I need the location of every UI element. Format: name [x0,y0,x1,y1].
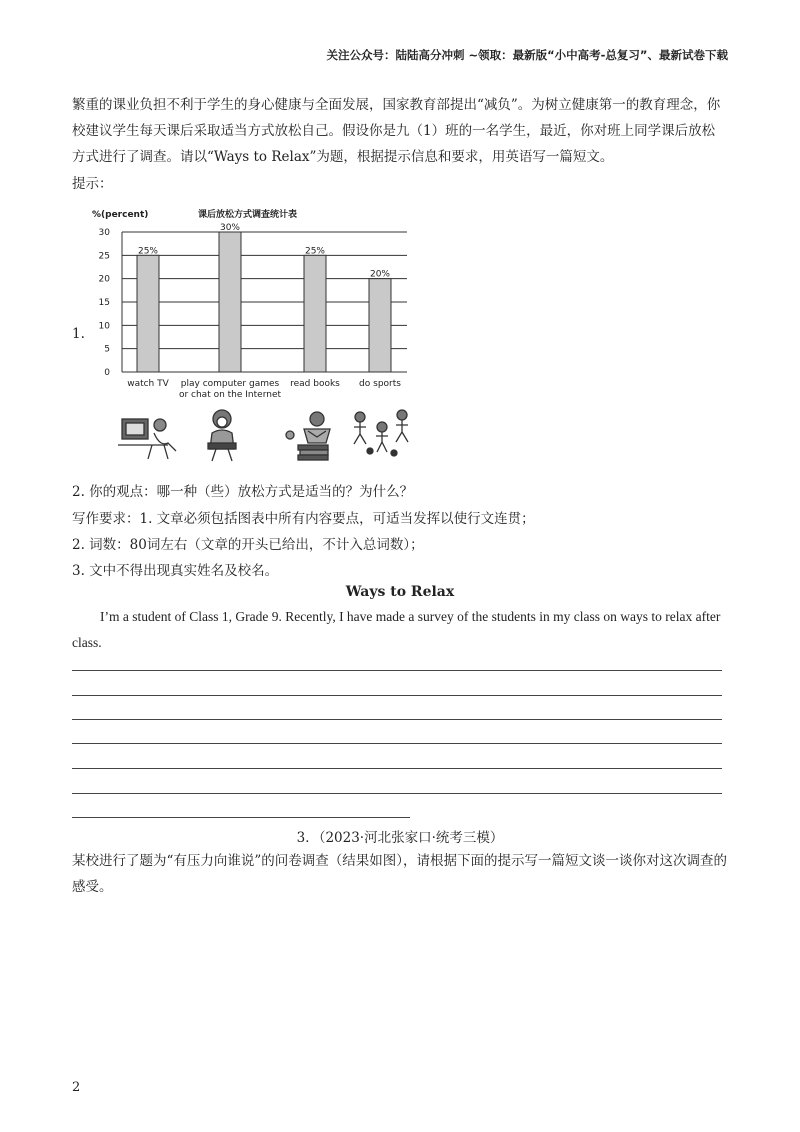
bar-chart [90,205,420,405]
answer-line[interactable] [72,768,722,769]
intro-paragraph: 繁重的课业负担不利于学生的身心健康与全面发展，国家教育部提出“减负”。为树立健康第一的教育理念，你校建议学生每天课后采取适当方式放松自己。假设你是九（1）班的一名学生，最近，你对班上同学课后放松方式进行了调查。请以“Ways to Relax”为题，根据提示信息和要求，用英语写一篇短文。 [72,97,721,165]
data-label: 30% [219,223,241,233]
answer-line[interactable] [72,793,722,794]
x-tick-label: read books [290,379,340,389]
requirement-1: 写作要求：1. 文章必须包括图表中所有内容要点，可适当发挥以使行文连贯； [72,511,535,527]
question-3-text: 某校进行了题为“有压力向谁说”的问卷调查（结果如图），请根据下面的提示写一篇短文谈一谈你对这次调查的感受。 [72,853,728,895]
y-tick-label: 25 [98,251,110,262]
data-label: 25% [137,246,159,257]
data-label: 20% [369,269,391,280]
answer-line[interactable] [72,719,722,720]
answer-line[interactable] [72,670,722,671]
page-header: 关注公众号：陆陆高分冲刺 ~领取：最新版“小中高考-总复习”、最新试卷下载 [326,48,728,62]
read-books-picture [286,412,330,460]
essay-opening: I’m a student of Class 1, Grade 9. Recently, I have made a survey of the students in my class on ways to relax after class. [72,609,721,650]
y-tick-label: 30 [98,228,110,238]
chart-container [90,205,420,405]
y-tick-label: 0 [104,368,110,378]
requirement-2: 2. 词数：80词左右（文章的开头已给出，不计入总词数）； [72,537,424,553]
chart-title: 课后放松方式调查统计表 [198,210,298,220]
bar [219,232,241,372]
answer-line[interactable] [72,817,410,818]
data-label: 25% [304,246,326,257]
item-2: 2. 你的观点：哪一种（些）放松方式是适当的？为什么？ [72,484,414,500]
question-3-title: 3．（2023·河北张家口·统考三模） [296,830,504,846]
bar [304,255,326,372]
chart-ylabel: %(percent) [92,210,149,220]
essay-title: Ways to Relax [345,584,455,600]
answer-line[interactable] [72,695,722,696]
requirement-3: 3. 文中不得出现真实姓名及校名。 [72,563,279,579]
x-tick-label: play computer games [180,379,280,389]
watch-tv-picture [118,419,176,459]
bar [369,279,391,372]
do-sports-picture [354,410,408,456]
y-tick-label: 10 [98,321,110,332]
x-tick-label: do sports [359,379,401,389]
y-tick-label: 15 [98,298,110,308]
item-1-number: 1. [72,326,85,342]
activity-pictures [112,405,412,465]
page-number: 2 [72,1080,81,1095]
answer-line[interactable] [72,743,722,744]
hint-label: 提示： [72,176,113,192]
x-tick-label: watch TV [127,379,169,389]
computer-games-picture [208,410,236,461]
bar [137,255,159,372]
y-tick-label: 5 [104,344,110,355]
y-tick-label: 20 [98,274,110,285]
x-tick-label: or chat on the Internet [178,390,282,400]
